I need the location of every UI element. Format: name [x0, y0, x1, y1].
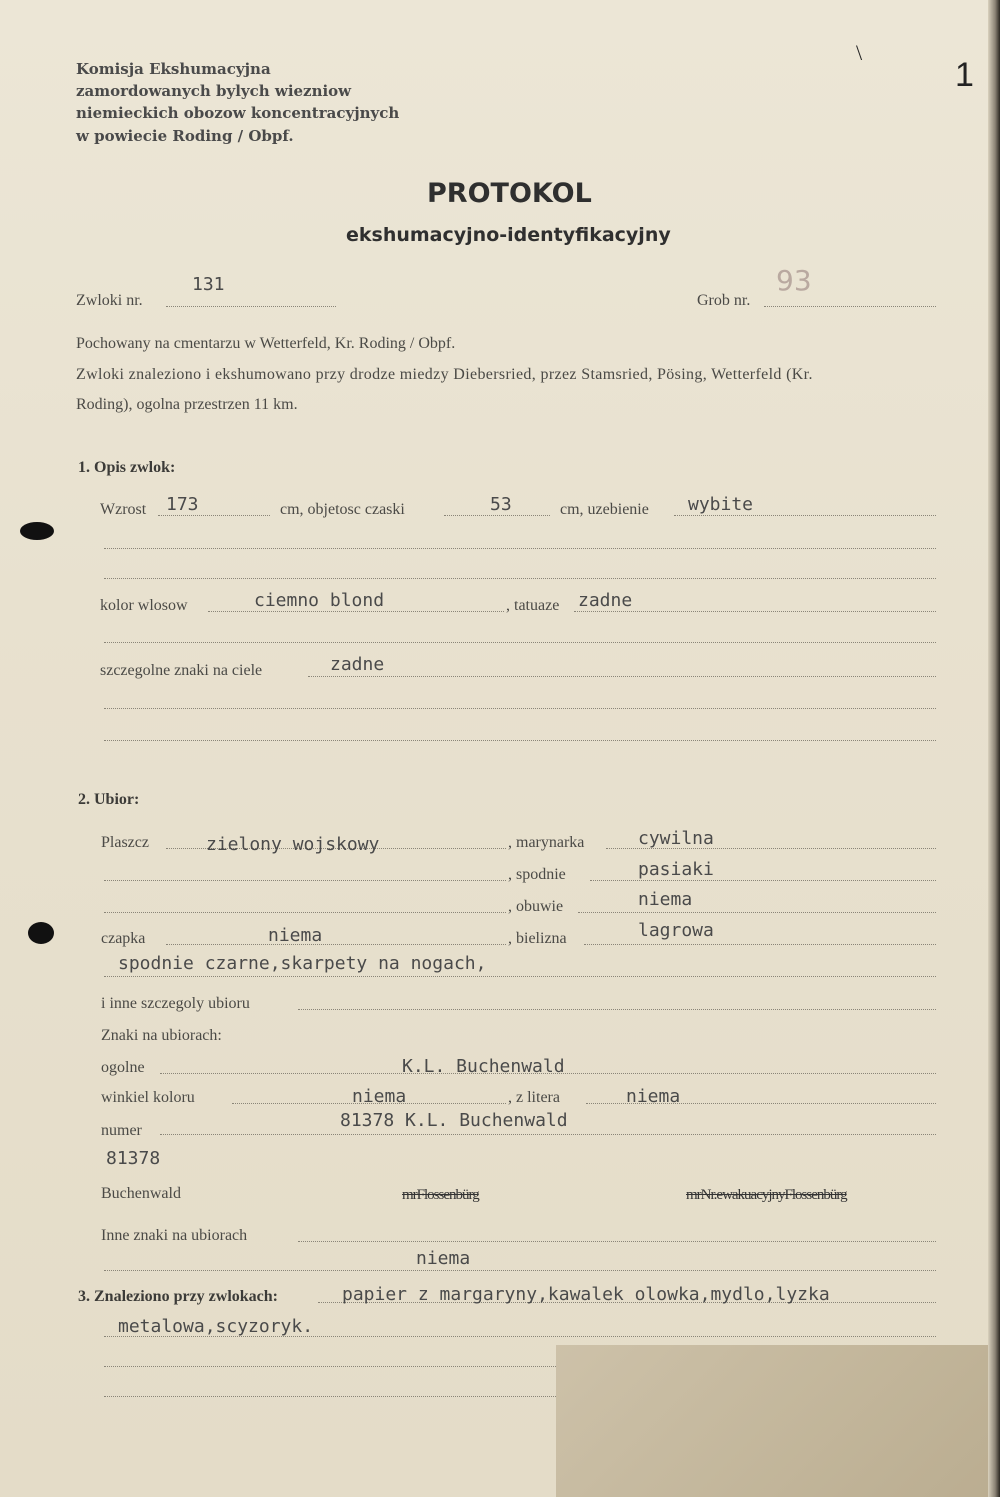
tape-strip — [556, 1345, 990, 1497]
inne-znaki-value: niema — [416, 1248, 471, 1269]
tatuaze-value: zadne — [578, 590, 633, 611]
page-number: 1 — [955, 56, 974, 94]
litera-label: , z litera — [508, 1089, 560, 1106]
intro-line-1: Pochowany na cmentarzu w Wetterfeld, Kr. Roding / Obpf. — [76, 335, 456, 352]
spodnie-label: , spodnie — [508, 866, 566, 883]
ink-smudge — [20, 522, 54, 540]
section-3-heading: 3. Znaleziono przy zwlokach: — [78, 1288, 278, 1305]
ogolne-label: ogolne — [101, 1059, 145, 1076]
struck-flossenburg-right: mrNr.ewakuacyjnyFlossenbürg — [686, 1187, 847, 1203]
numer-extra: 81378 — [106, 1148, 161, 1169]
szczegolne-znaki-label: szczegolne znaki na ciele — [100, 662, 263, 679]
spodnie-value: pasiaki — [638, 859, 714, 880]
winkiel-label: winkiel koloru — [101, 1089, 195, 1106]
section-2-heading: 2. Ubior: — [78, 791, 140, 808]
obuwie-label: , obuwie — [508, 898, 564, 915]
inne-znaki-label: Inne znaki na ubiorach — [101, 1227, 248, 1244]
header-line-3: niemieckich obozow koncentracyjnych — [76, 104, 400, 122]
obuwie-value: niema — [638, 889, 693, 910]
corner-mark: \ — [856, 40, 863, 65]
znaki-na-ubiorach-heading: Znaki na ubiorach: — [101, 1027, 222, 1044]
uzebienie-value: wybite — [688, 494, 754, 515]
header-line-4: w powiecie Roding / Obpf. — [76, 127, 294, 145]
wzrost-value: 173 — [166, 494, 199, 515]
section-1-heading: 1. Opis zwlok: — [78, 459, 176, 476]
ogolne-value: K.L. Buchenwald — [402, 1056, 565, 1077]
section-3-line-2: metalowa,scyzoryk. — [118, 1316, 314, 1337]
zwloki-value: 131 — [192, 274, 225, 295]
czapka-label: czapka — [101, 930, 146, 947]
plaszcz-value: zielony wojskowy — [206, 834, 380, 855]
marynarka-value: cywilna — [638, 828, 714, 849]
section-3-line-1: papier z margaryny,kawalek olowka,mydlo,lyzka — [342, 1284, 830, 1305]
grob-label: Grob nr. — [697, 292, 751, 309]
czapka-value: niema — [268, 925, 323, 946]
litera-value: niema — [626, 1086, 681, 1107]
czaszka-value: 53 — [490, 494, 512, 515]
zwloki-label: Zwloki nr. — [76, 292, 143, 309]
numer-value: 81378 K.L. Buchenwald — [340, 1110, 568, 1131]
cm-objetosc-label: cm, objetosc czaski — [280, 501, 405, 518]
paper-edge — [988, 0, 1000, 1497]
extra-clothing-line: spodnie czarne,skarpety na nogach, — [118, 953, 487, 974]
tatuaze-label: , tatuaze — [506, 597, 560, 614]
ink-smudge — [28, 922, 54, 944]
szczegolne-znaki-value: zadne — [330, 654, 385, 675]
cm-uzebienie-label: cm, uzebienie — [560, 501, 649, 518]
bielizna-label: , bielizna — [508, 930, 567, 947]
grob-value: 93 — [776, 264, 812, 297]
intro-line-3: Roding), ogolna przestrzen 11 km. — [76, 396, 298, 413]
buchenwald-label: Buchenwald — [101, 1185, 181, 1202]
bielizna-value: lagrowa — [638, 920, 714, 941]
marynarka-label: , marynarka — [508, 834, 585, 851]
plaszcz-label: Plaszcz — [101, 834, 149, 851]
struck-flossenburg-left: mrFlossenbürg — [402, 1187, 479, 1203]
kolor-wlosow-label: kolor wlosow — [100, 597, 188, 614]
wzrost-label: Wzrost — [100, 501, 147, 518]
winkiel-value: niema — [352, 1086, 407, 1107]
intro-line-2: Zwloki znaleziono i ekshumowano przy drodze miedzy Diebersried, przez Stamsried, Pösing, Wetterfeld (Kr. — [76, 366, 813, 383]
inne-szczegoly-label: i inne szczegoly ubioru — [101, 995, 250, 1012]
document-title: PROTOKOL — [427, 178, 592, 209]
kolor-wlosow-value: ciemno blond — [254, 590, 385, 611]
document-subtitle: ekshumacyjno-identyfikacyjny — [346, 224, 671, 246]
header-line-1: Komisja Ekshumacyjna — [76, 60, 271, 78]
header-line-2: zamordowanych bylych wiezniow — [76, 82, 352, 100]
numer-label: numer — [101, 1122, 142, 1139]
